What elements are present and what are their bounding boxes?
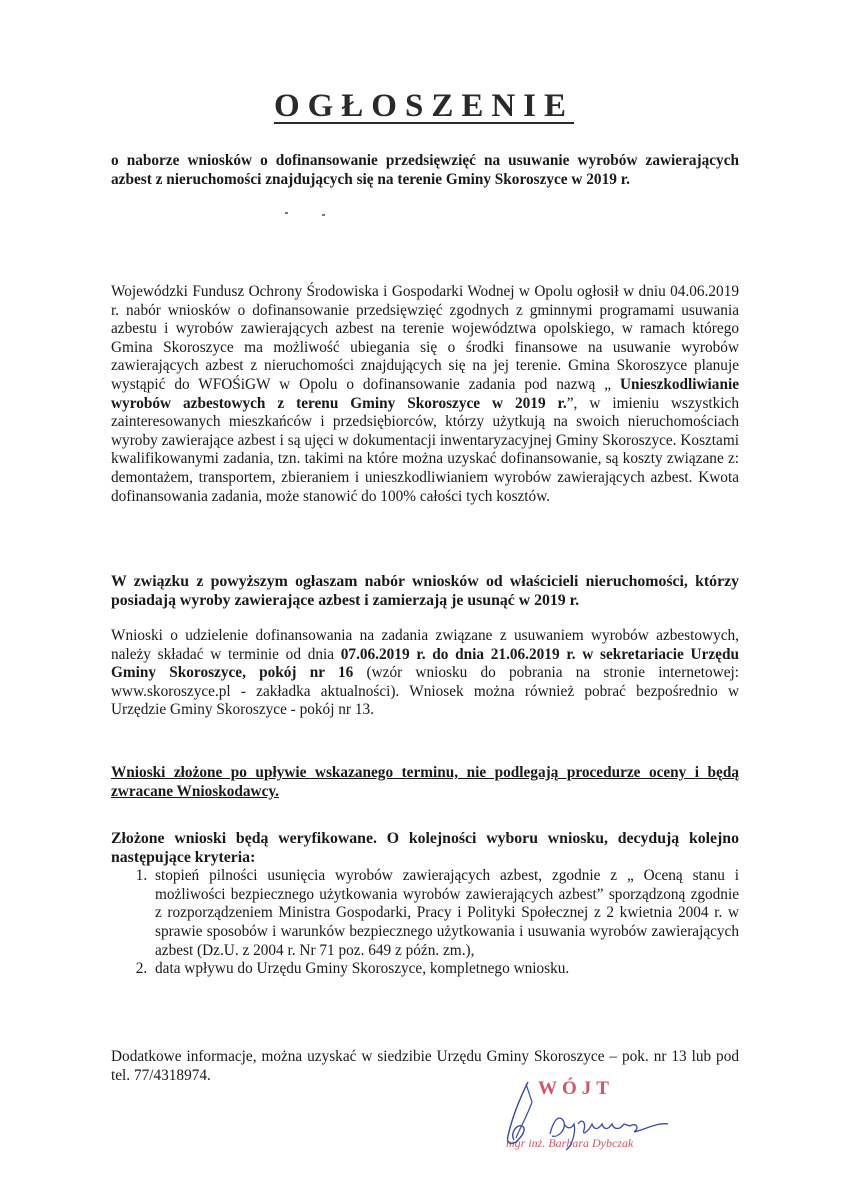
criteria-section xyxy=(111,830,739,979)
submission-deadline: 07.06.2019 r. do dnia 21.06.2019 r. w sekretariacie Urzędu Gminy Skoroszyce, pokój nr 16 xyxy=(111,645,739,682)
paragraph-intro xyxy=(111,283,739,506)
criteria-item: 1. stopień pilności usunięcia wyrobów zawierających azbest, zgodnie z „ Oceną stanu i możliwości bezpiecznego użytkowania wyrobów zawierających azbest” sporządzoną zgodnie z rozporządzeniem Ministra Gospodarki, Pracy i Polityki Społecznej z 2 kwietnia 2004 r. w sprawie sposobów i warunków bezpiecznego użytkowania i usuwania wyrobów zawierających azbest (Dz.U. z 2004 r. Nr 71 poz. 649 z późn. zm.), xyxy=(151,867,739,960)
criteria-item: 2. data wpływu do Urzędu Gminy Skoroszyce, kompletnego wniosku. xyxy=(151,960,739,979)
scan-speck xyxy=(322,214,325,216)
task-name: Unieszkodliwianie wyrobów azbestowych z terenu Gminy Skoroszyce w 2019 r. xyxy=(111,375,739,412)
scan-speck xyxy=(285,212,288,214)
handwritten-signature xyxy=(498,1078,698,1158)
criteria-heading: Złożone wnioski będą weryfikowane. O kolejności wyboru wniosku, decydują kolejno następujące kryteria: xyxy=(111,830,739,866)
document-subtitle: o naborze wniosków o dofinansowanie przedsięwzięć na usuwanie wyrobów zawierających azbest z nieruchomości znajdujących się na terenie Gminy Skoroszyce w 2019 r. xyxy=(111,152,739,188)
submission-text-a: Wnioski o udzielenie dofinansowania na zadania związane z usuwaniem wyrobów azbestowych, należy składać w terminie od dnia xyxy=(111,627,739,663)
stamp-name: mgr inż. Barbara Dybczak xyxy=(506,1136,634,1150)
announcement-paragraph: W związku z powyższym ogłaszam nabór wniosków od właścicieli nieruchomości, którzy posiadają wyroby zawierające azbest i zamierzają je usunąć w 2019 r. xyxy=(111,573,739,609)
contact-paragraph: Dodatkowe informacje, można uzyskać w siedzibie Urzędu Gminy Skoroszyce – pok. nr 13 lub pod tel. 77/4318974. xyxy=(111,1048,739,1084)
late-submission-warning: Wnioski złożone po upływie wskazanego terminu, nie podlegają procedurze oceny i będą zwracane Wnioskodawcy. xyxy=(111,764,739,800)
stamp-role: WÓJT xyxy=(538,1078,614,1099)
paragraph-submission xyxy=(111,627,739,720)
signature-stamp xyxy=(498,1078,698,1158)
paragraph-intro-text-a: Wojewódzki Fundusz Ochrony Środowiska i Gospodarki Wodnej w Opolu ogłosił w dniu 04.06.2019 r. nabór wniosków o dofinansowanie przedsięwzięć zgodnych z gminnymi programami usuwania azbestu i wyrobów zawierających azbest na terenie województwa opolskiego, w ramach którego Gmina Skoroszyce ma możliwość ubiegania się o środki finansowe na usuwanie wyrobów zawierających azbest z nieruchomości znajdujących się na jej terenie. Gmina Skoroszyce planuje wystąpić do WFOŚiGW w Opolu o dofinansowanie zadania pod nazwą „ xyxy=(111,283,739,393)
submission-text-b: (wzór wniosku do pobrania na stronie internetowej: www.skoroszyce.pl - zakładka aktualności). Wniosek można również pobrać bezpośrednio w Urzędzie Gminy Skoroszyce - pokój nr 13. xyxy=(111,664,739,719)
document-title: OGŁOSZENIE xyxy=(273,88,575,124)
paragraph-intro-text-b: ”, w imieniu wszystkich zainteresowanych mieszkańców i przedsiębiorców, którzy użytkują na swoich nieruchomościach wyroby zawierające azbest i są ujęci w dokumentacji inwentaryzacyjnej Gminy Skoroszyce. Kosztami kwalifikowanymi zadania, tzn. takimi na które można uzyskać dofinansowanie, są koszty związane z: demontażem, transportem, zbieraniem i unieszkodliwianiem wyrobów zawierających azbest. Kwota dofinansowania zadania, może stanowić do 100% całości tych kosztów. xyxy=(111,394,739,505)
criteria-list xyxy=(111,867,739,979)
